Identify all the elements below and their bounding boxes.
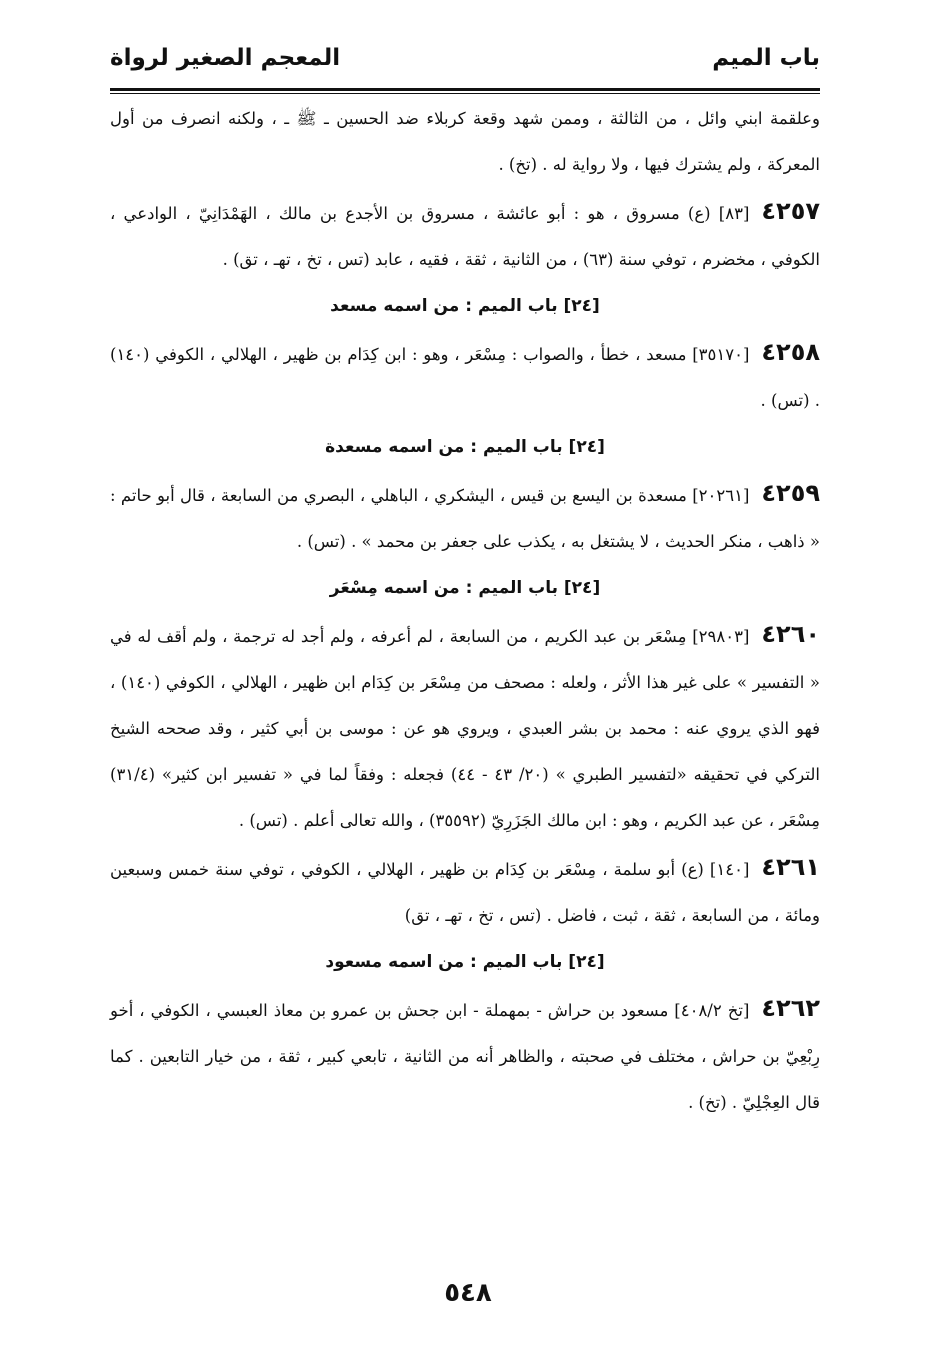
section-title: باب الميم bbox=[712, 45, 820, 71]
entry-4260 bbox=[110, 611, 820, 844]
book-title: المعجم الصغير لرواة bbox=[110, 45, 341, 71]
entry-4261 bbox=[110, 844, 820, 939]
entry-4259 bbox=[110, 470, 820, 565]
section-heading: [٢٤] باب الميم : من اسمه مسعد bbox=[330, 296, 600, 316]
entry-number: ٤٢٥٩ bbox=[761, 479, 820, 507]
section-heading: [٢٤] باب الميم : من اسمه مسعود bbox=[325, 952, 605, 972]
entry-text: [٢٠٢٦١] مسعدة بن اليسع بن قيس ، اليشكري ، الباهلي ، البصري من السابعة ، قال أبو حاتم : « ذاهب ، منكر الحديث ، لا يشتغل به ، يكذب على جعفر بن محمد » . (تس) . bbox=[110, 486, 820, 551]
entry-text: [١٤٠] (ع) أبو سلمة ، مِسْعَر بن كِدَام بن ظهير ، الهلالي ، الكوفي ، توفي سنة خمس وسبعين ومائة ، من السابعة ، ثقة ، ثبت ، فاضل . (تس ، تخ ، تهـ ، تق) bbox=[110, 860, 820, 925]
section-heading: [٢٤] باب الميم : من اسمه مِسْعَر bbox=[329, 578, 601, 598]
page-number: ٥٤٨ bbox=[444, 1278, 492, 1308]
entry-number: ٤٢٥٧ bbox=[761, 197, 820, 225]
entry-number: ٤٢٦٢ bbox=[761, 994, 820, 1022]
entry-text: [٣٥١٧٠] مسعد ، خطأ ، والصواب : مِسْعَر ، وهو : ابن كِدَام بن ظهير ، الهلالي ، الكوفي (١٤٠) . (تس) . bbox=[110, 345, 820, 410]
entry-4257 bbox=[110, 188, 820, 283]
entry-text: [٢٩٨٠٣] مِسْعَر بن عبد الكريم ، من السابعة ، لم أعرفه ، ولم أجد له ترجمة ، ولم أقف له في « التفسير » على غير هذا الأثر ، ولعله : مصحف من مِسْعَر بن كِدَام ابن ظهير ، الهلالي ، الكوفي (١٤٠) ، فهو الذي يروي عنه : محمد بن بشر العبدي ، ويروي هو عن : موسى بن أبي كثير ، وقد صححه الشيخ التركي في تحقيقه «لتفسير الطبري » (٢٠/ ٤٣ - ٤٤) فجعله : وفقاً لما في « تفسير ابن كثير» (٣١/٤) مِسْعَر ، عن عبد الكريم ، وهو : ابن مالك الجَزَرِيّ (٣٥٥٩٢) ، والله تعالى أعلم . (تس) . bbox=[110, 627, 820, 830]
page-body bbox=[110, 96, 820, 1126]
entry-4258 bbox=[110, 329, 820, 424]
header-rule bbox=[110, 88, 820, 94]
running-header bbox=[110, 38, 820, 78]
entry-number: ٤٢٦١ bbox=[761, 853, 820, 881]
entry-4262 bbox=[110, 985, 820, 1126]
entry-number: ٤٢٥٨ bbox=[761, 338, 820, 366]
section-heading: [٢٤] باب الميم : من اسمه مسعدة bbox=[325, 437, 605, 457]
entry-text: [٨٣] (ع) مسروق ، هو : أبو عائشة ، مسروق بن الأجدع بن مالك ، الهَمْدَانِيّ ، الوادعي ، الكوفي ، مخضرم ، توفي سنة (٦٣) ، من الثانية ، ثقة ، فقيه ، عابد (تس ، تخ ، تهـ ، تق) . bbox=[110, 204, 820, 269]
entry-text: [تخ ٤٠٨/٢] مسعود بن حراش - بمهملة - ابن جحش بن عمرو بن معاذ العبسي ، الكوفي ، أخو رِبْعِيّ بن حراش ، مختلف في صحبته ، والظاهر أنه من الثانية ، تابعي كبير ، ثقة ، من خيار التابعين . كما قال العِجْلِيّ . (تخ) . bbox=[110, 1001, 820, 1112]
continuation-paragraph: وعلقمة ابني وائل ، من الثالثة ، وممن شهد وقعة كربلاء ضد الحسين ـ ﷺ ـ ، ولكنه انصرف من أول المعركة ، ولم يشترك فيها ، ولا رواية له . (تخ) . bbox=[110, 109, 820, 174]
entry-number: ٤٢٦٠ bbox=[761, 620, 820, 648]
